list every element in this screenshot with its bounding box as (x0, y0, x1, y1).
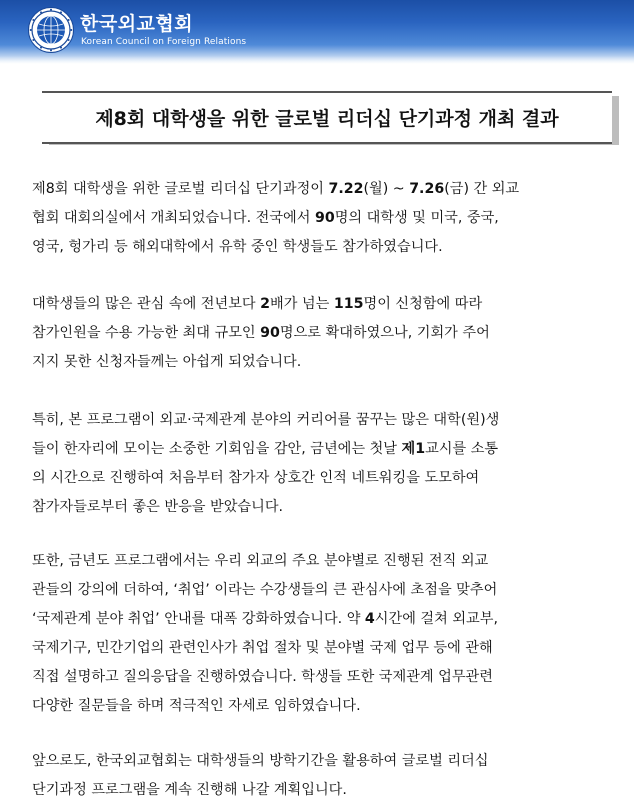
text-segment: 특히, 본 프로그램이 외교·국제관계 분야의 커리어를 꿈꾸는 많은 대학(원)생 (32, 412, 500, 428)
paragraph-line (32, 776, 612, 805)
paragraph-line (32, 290, 612, 319)
text-segment: 국제기구, 민간기업의 관련인사가 취업 절차 및 분야별 국제 업무 등에 관해 (32, 640, 493, 656)
header-banner (0, 0, 634, 64)
paragraph-line (32, 493, 612, 522)
text-segment: 관들의 강의에 더하여, ‘취업’ 이라는 수강생들의 큰 관심사에 초점을 맞추어 (32, 582, 498, 598)
text-segment: 명으로 확대하였으나, 기회가 주어 (279, 325, 490, 341)
kcfr-seal-logo (27, 6, 75, 54)
paragraph-4 (32, 547, 612, 721)
banner-fade (0, 56, 634, 70)
text-segment: 단기과정 프로그램을 계속 진행해 나갈 계획입니다. (32, 782, 347, 798)
paragraph-line (32, 319, 612, 348)
text-segment: (금) 간 외교 (444, 181, 520, 197)
paragraph-line (32, 175, 612, 204)
emphasized-number: 115 (333, 296, 364, 312)
text-segment: (월) ~ (363, 181, 410, 197)
paragraph-5 (32, 747, 612, 805)
paragraph-line (32, 406, 612, 435)
title-box (42, 91, 612, 144)
paragraph-line (32, 348, 612, 377)
paragraph-line (32, 605, 612, 634)
text-segment: 배가 넘는 (270, 296, 334, 312)
paragraph-line (32, 576, 612, 605)
paragraph-line (32, 204, 612, 233)
emphasized-number: 4 (364, 611, 375, 627)
text-segment: 의 시간으로 진행하여 처음부터 참가자 상호간 인적 네트워킹을 도모하여 (32, 470, 480, 486)
paragraph-line (32, 747, 612, 776)
emphasized-number: 7.22 (328, 181, 364, 197)
text-segment: 들이 한자리에 모이는 소중한 기회임을 감안, 금년에는 첫날 (32, 441, 402, 457)
paragraph-line (32, 233, 612, 262)
org-name-english: Korean Council on Foreign Relations (81, 37, 247, 47)
paragraph-line (32, 692, 612, 721)
paragraph-line (32, 464, 612, 493)
text-segment: 명의 대학생 및 미국, 중국, (334, 210, 499, 226)
text-segment: 대학생들의 많은 관심 속에 전년보다 (32, 296, 261, 312)
org-name-korean: 한국외교협회 (80, 13, 194, 35)
page-title: 제8회 대학생을 위한 글로벌 리더십 단기과정 개최 결과 (95, 108, 559, 130)
text-segment: 다양한 질문들을 하며 적극적인 자세로 임하였습니다. (32, 698, 361, 714)
emphasized-number: 7.26 (409, 181, 445, 197)
paragraph-3 (32, 406, 612, 522)
paragraph-line (32, 547, 612, 576)
paragraph-line (32, 435, 612, 464)
text-segment: 제8회 대학생을 위한 글로벌 리더십 단기과정이 (32, 181, 329, 197)
text-segment: 협회 대회의실에서 개최되었습니다. 전국에서 (32, 210, 315, 226)
emphasized-number: 제1 (401, 441, 426, 457)
text-segment: 직접 설명하고 질의응답을 진행하였습니다. 학생들 또한 국제관계 업무관련 (32, 669, 493, 685)
text-segment: 또한, 금년도 프로그램에서는 우리 외교의 주요 분야별로 진행된 전직 외교 (32, 553, 489, 569)
text-segment: 참가자들로부터 좋은 반응을 받았습니다. (32, 499, 284, 515)
emphasized-number: 90 (260, 325, 280, 341)
text-segment: ‘국제관계 분야 취업’ 안내를 대폭 강화하였습니다. 약 (32, 611, 365, 627)
text-segment: 참가인원을 수용 가능한 최대 규모인 (32, 325, 261, 341)
text-segment: 앞으로도, 한국외교협회는 대학생들의 방학기간을 활용하여 글로벌 리더십 (32, 753, 489, 769)
paragraph-1 (32, 175, 612, 262)
text-segment: 명이 신청함에 따라 (363, 296, 483, 312)
paragraph-2 (32, 290, 612, 377)
paragraph-line (32, 663, 612, 692)
emphasized-number: 2 (260, 296, 271, 312)
text-segment: 지지 못한 신청자들께는 아쉽게 되었습니다. (32, 354, 302, 370)
text-segment: 교시를 소통 (425, 441, 499, 457)
paragraph-line (32, 634, 612, 663)
emphasized-number: 90 (314, 210, 335, 226)
text-segment: 시간에 걸쳐 외교부, (374, 611, 498, 627)
text-segment: 영국, 헝가리 등 해외대학에서 유학 중인 학생들도 참가하였습니다. (32, 239, 443, 255)
